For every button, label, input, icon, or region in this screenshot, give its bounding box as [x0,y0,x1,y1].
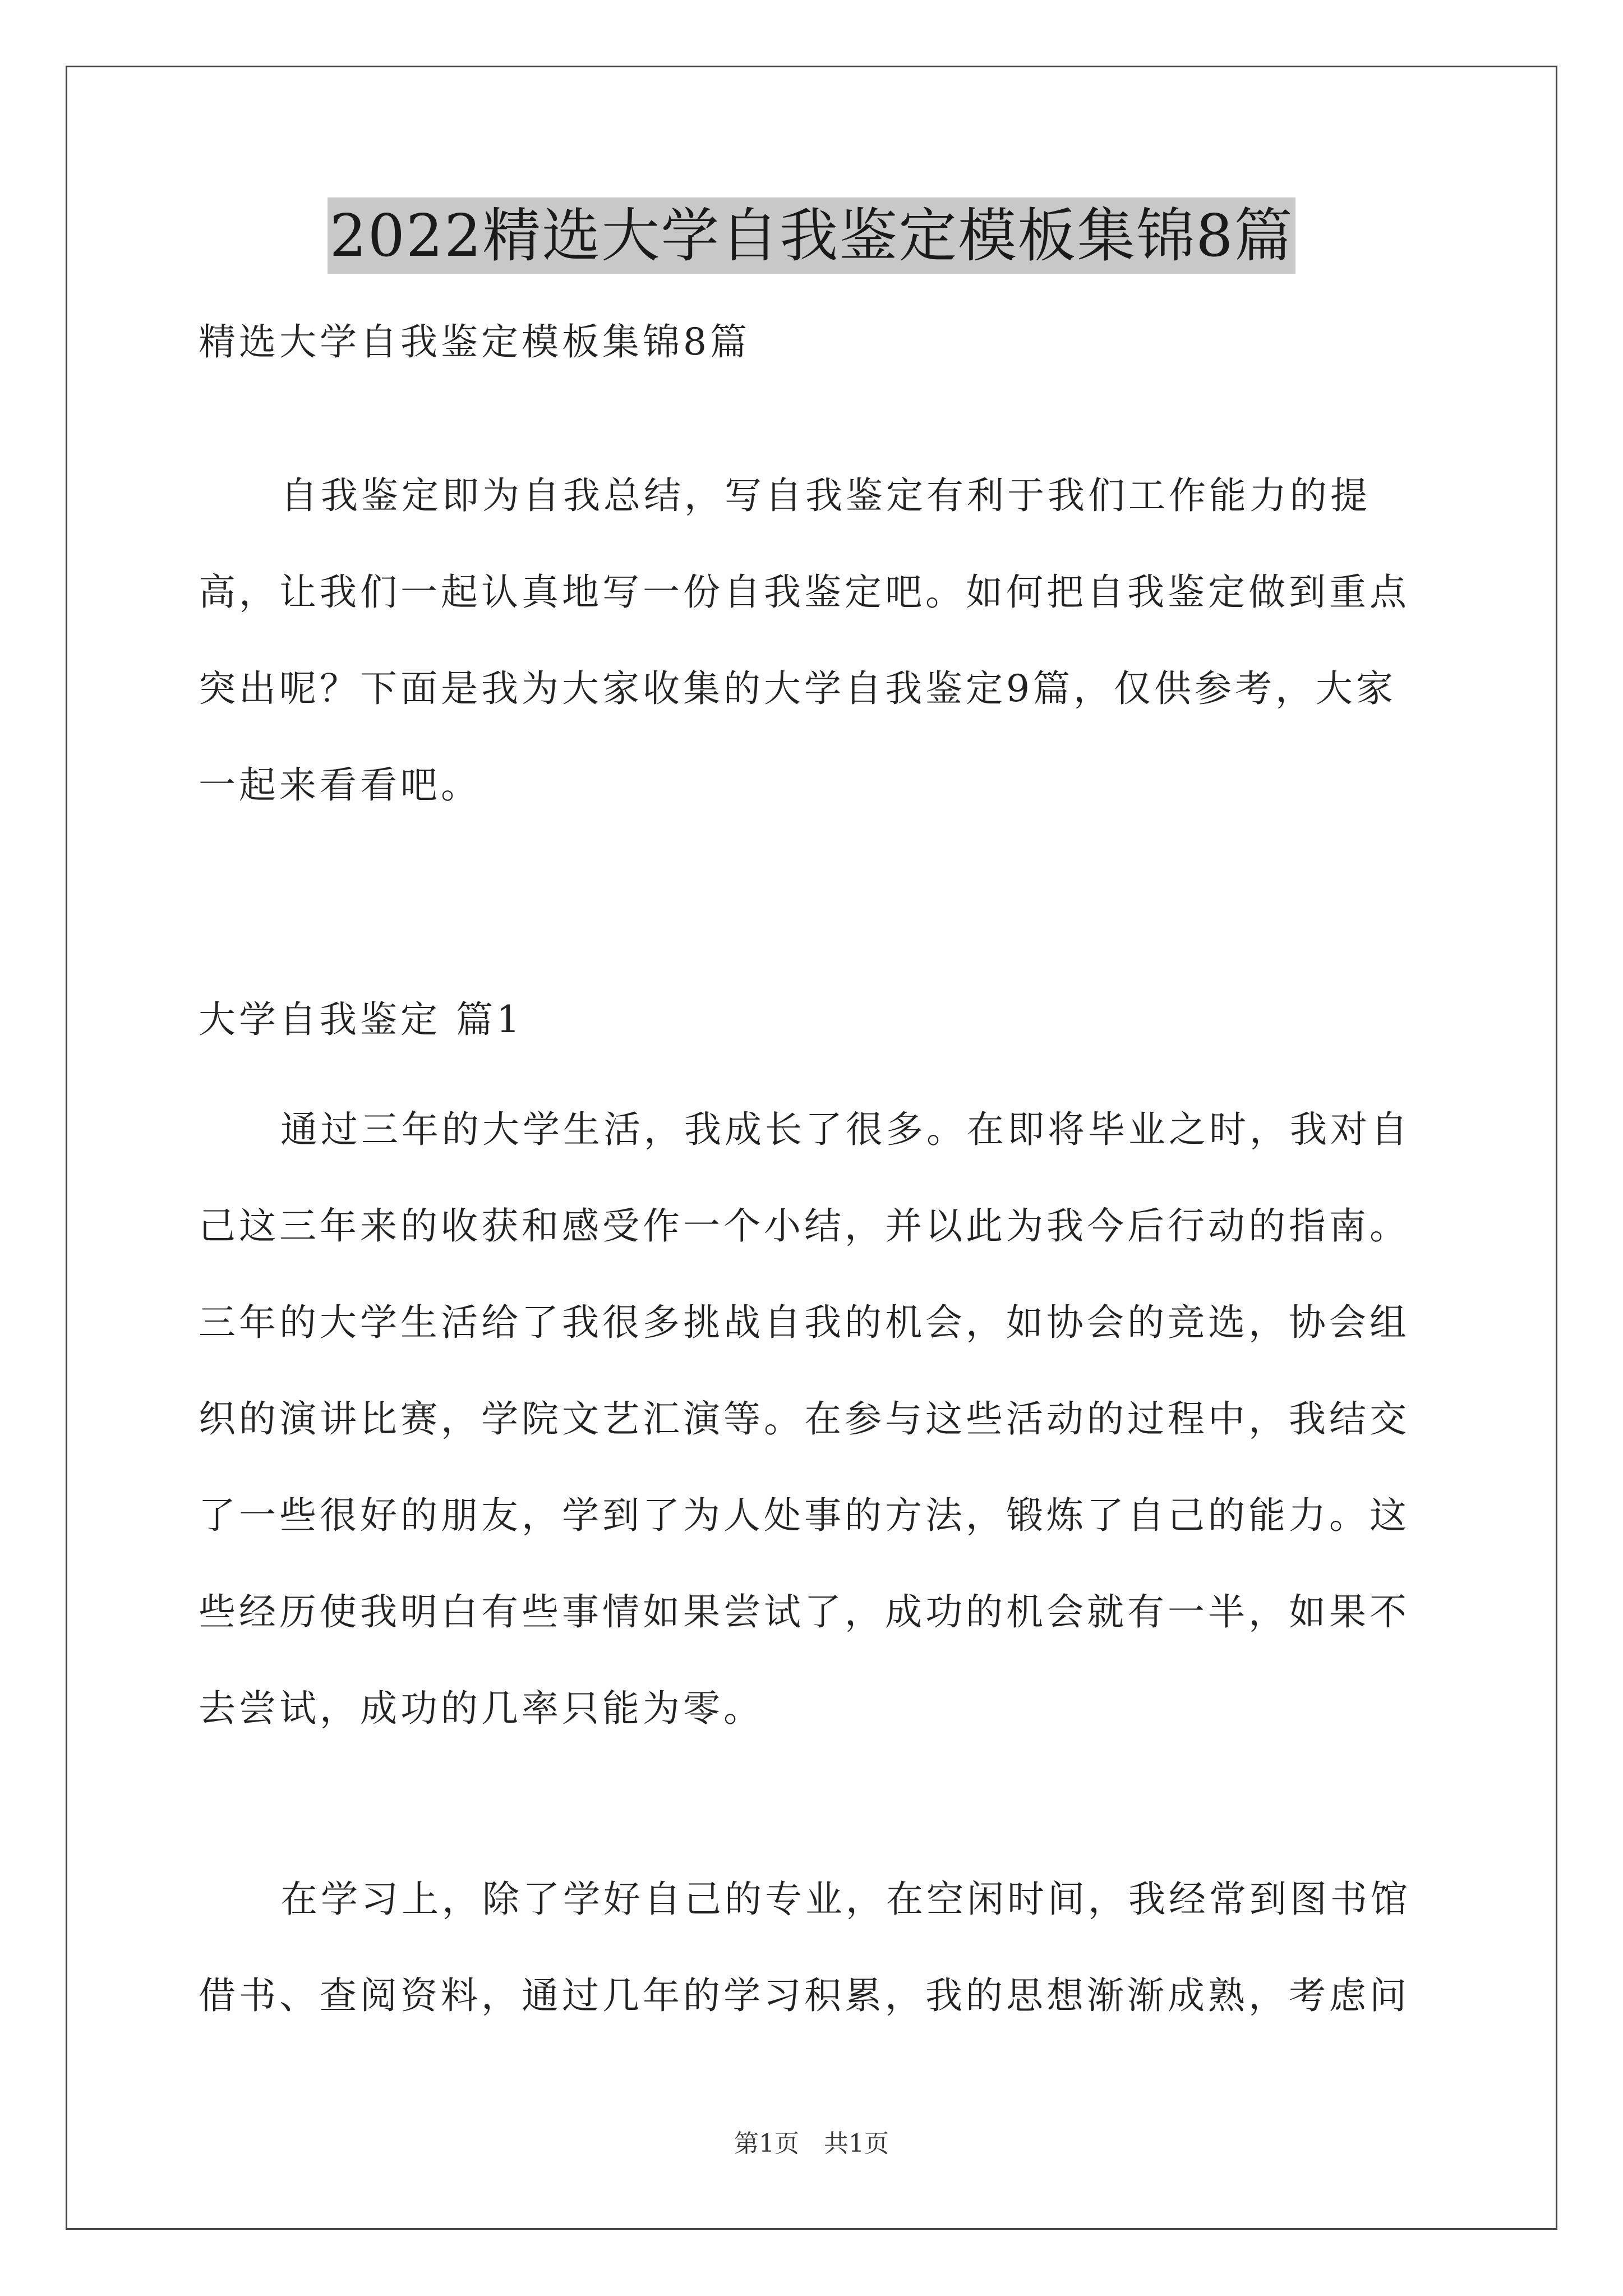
document-subtitle: 精选大学自我鉴定模板集锦8篇 [199,320,750,364]
title-container [0,197,1623,274]
page-footer: 第1页 共1页 [734,2129,889,2158]
body-paragraph: 在学习上，除了学好自己的专业，在空闲时间，我经常到图书馆借书、查阅资料，通过几年的学习积累，我的思想渐渐成熟，考虑问 [199,1878,1411,2017]
intro-paragraph: 自我鉴定即为自我总结，写自我鉴定有利于我们工作能力的提高，让我们一起认真地写一份自我鉴定吧。如何把自我鉴定做到重点突出呢？下面是我为大家收集的大学自我鉴定9篇，仅供参考，大家一起来看看吧。 [199,474,1410,807]
section-heading: 大学自我鉴定 篇1 [199,998,523,1041]
body-paragraph: 通过三年的大学生活，我成长了很多。在即将毕业之时，我对自己这三年来的收获和感受作一个小结，并以此为我今后行动的指南。三年的大学生活给了我很多挑战自我的机会，如协会的竞选，协会组织的演讲比赛，学院文艺汇演等。在参与这些活动的过程中，我结交了一些很好的朋友，学到了为人处事的方法，锻炼了自己的能力。这些经历使我明白有些事情如果尝试了，成功的机会就有一半，如果不去尝试，成功的几率只能为零。 [199,1108,1411,1730]
document-title: 2022精选大学自我鉴定模板集锦8篇 [328,197,1296,274]
